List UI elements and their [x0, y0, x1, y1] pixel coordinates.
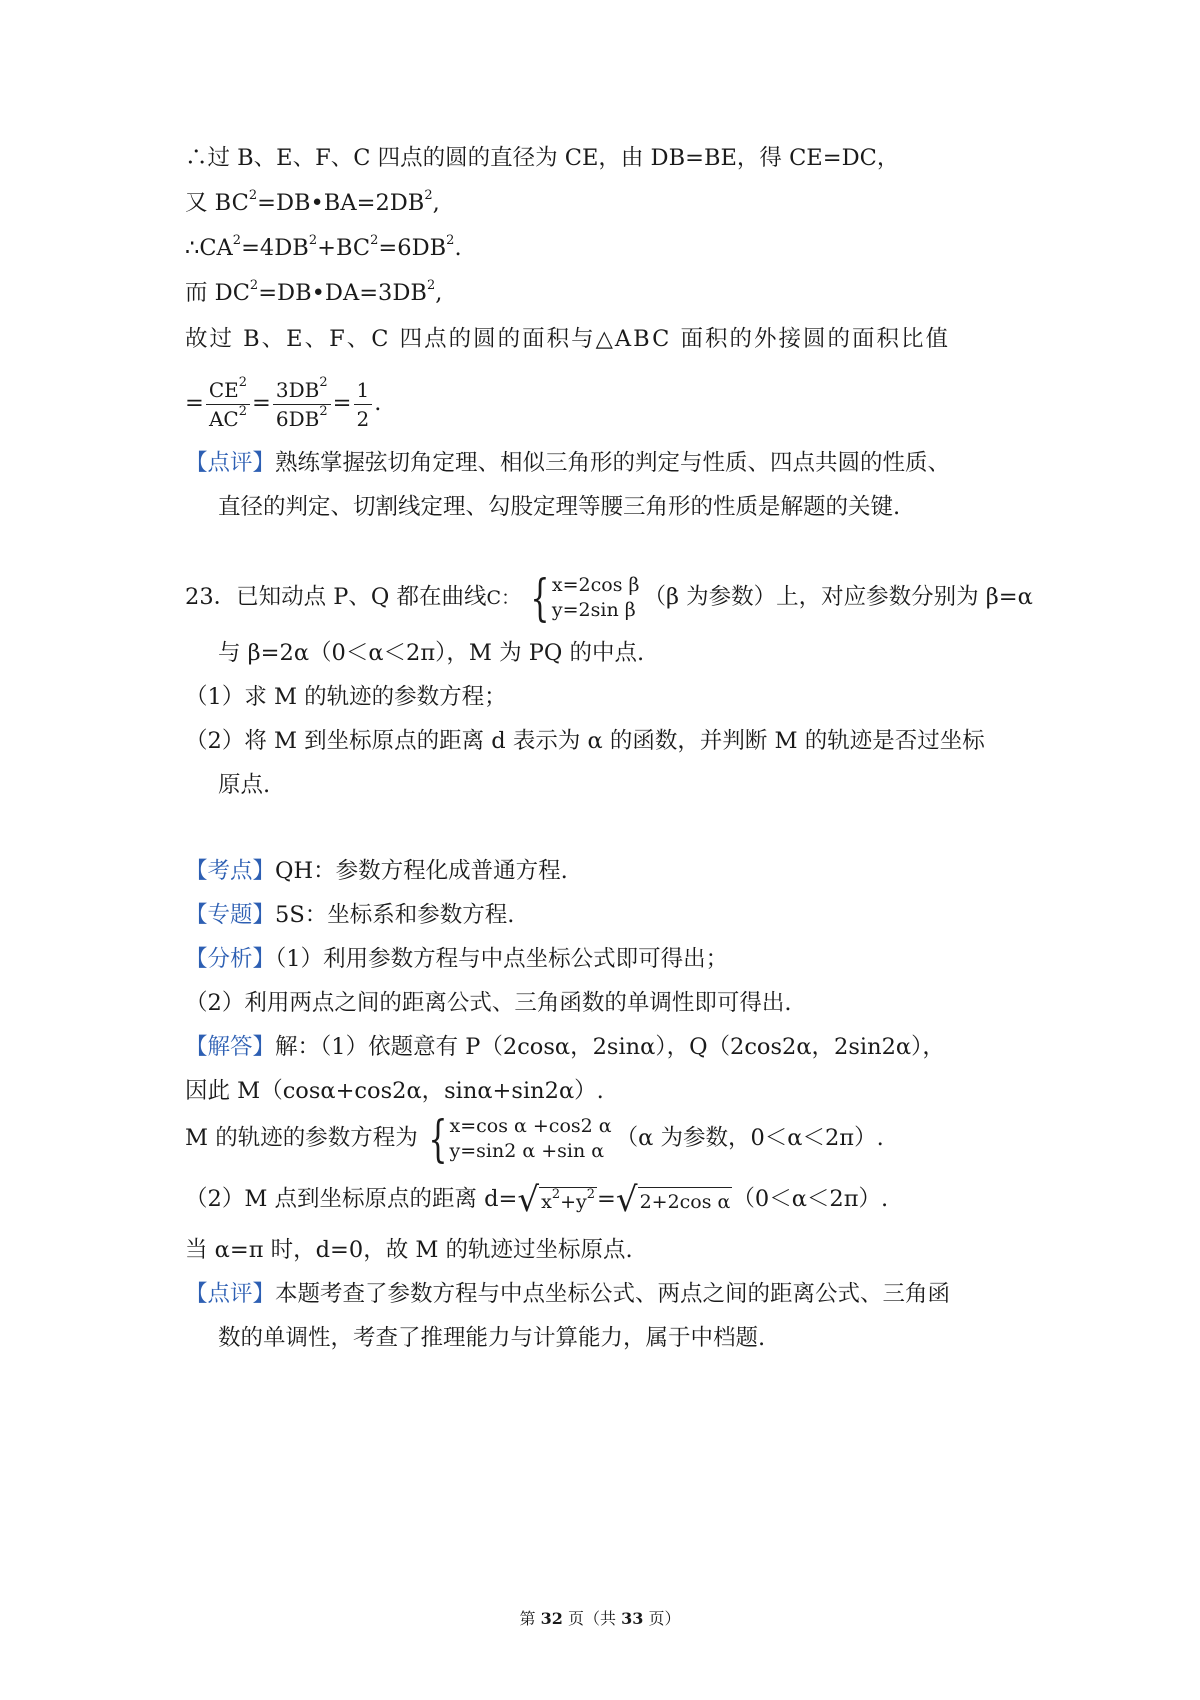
area-ratio-formula: = $\frac{CE^2}{AC^2}$ = $\frac{3DB^2}{6DB^2}$ = $\frac{1}{2}$ . [185, 374, 382, 431]
proof-line-4: 而 $DC^2=DB•DA=3DB^2$, [185, 277, 443, 306]
question-23-part-2-cont: 原点. [218, 772, 271, 798]
comment-line-1: 【点评】熟练掌握弦切角定理、相似三角形的判定与性质、四点共圆的性质、 [185, 450, 951, 476]
analysis-line-2: （2）利用两点之间的距离公式、三角函数的单调性即可得出. [185, 990, 792, 1016]
proof-line-5: 故过 B、E、F、C 四点的圆的面积与△ABC 面积的外接圆的面积比值 [185, 326, 950, 352]
review-line-2: 数的单调性，考查了推理能力与计算能力，属于中档题. [218, 1325, 766, 1351]
review-line-1: 【点评】本题考查了参数方程与中点坐标公式、两点之间的距离公式、三角函 [185, 1281, 951, 1307]
fraction-one-half: $\frac{1}{2}$ [354, 377, 373, 432]
proof-line-2: 又 $BC^2=DB•BA=2DB^2$, [185, 187, 440, 216]
question-23-part-1: （1）求 M 的轨迹的参数方程； [185, 684, 507, 710]
comment-line-2: 直径的判定、切割线定理、勾股定理等腰三角形的性质是解题的关键. [218, 494, 901, 520]
distance-radical: √ $x^2+y^2$ [517, 1180, 596, 1220]
midpoint-parametric-system: { x=cos α +cos2 α y=sin2 α +sin α [428, 1110, 612, 1168]
answer-line-4: （2）M 点到坐标原点的距离 d= √ $x^2+y^2$ = √ 2+2cos α （0＜α＜2π）. [185, 1180, 889, 1220]
question-23-intro: 23．已知动点 P、Q 都在曲线C： { x=2cos β y=2sin β （β 为参数）上，对应参数分别为 β=α [185, 569, 1033, 627]
brace-icon: { [530, 569, 550, 627]
answer-line-5: 当 α=π 时，d=0，故 M 的轨迹过坐标原点. [185, 1237, 633, 1263]
page-total: 33 [621, 1609, 644, 1628]
brace-icon: { [428, 1110, 448, 1168]
answer-line-1: 【解答】解：（1）依题意有 P（2cosα，2sinα），Q（2cos2α，2sin2α）， [185, 1034, 945, 1060]
page-footer: 第 32 页（共 33 页） [519, 1609, 681, 1628]
knowledge-point: 【考点】QH：参数方程化成普通方程. [185, 858, 568, 884]
fraction-3db-6db: $\frac{3DB^2}{6DB^2}$ [273, 377, 331, 432]
answer-line-3: M 的轨迹的参数方程为 { x=cos α +cos2 α y=sin2 α +sin α （α 为参数，0＜α＜2π）. [185, 1110, 884, 1168]
proof-line-3: $\therefore CA^2=4DB^2+BC^2=6DB^2$. [185, 232, 462, 261]
curve-parametric-system: { x=2cos β y=2sin β [530, 569, 640, 627]
proof-line-1: ∴过 B、E、F、C 四点的圆的直径为 CE，由 DB=BE，得 CE=DC， [185, 145, 900, 171]
page-number: 32 [540, 1609, 563, 1628]
answer-line-2: 因此 M（cosα+cos2α，sinα+sin2α）. [185, 1078, 604, 1104]
fraction-ce-ac: $\frac{CE^2}{AC^2}$ [206, 377, 250, 432]
simplified-radical: √ 2+2cos α [615, 1180, 731, 1220]
analysis-line-1: 【分析】（1）利用参数方程与中点坐标公式即可得出； [185, 946, 729, 972]
question-23-part-2: （2）将 M 到坐标原点的距离 d 表示为 α 的函数，并判断 M 的轨迹是否过坐标 [185, 728, 985, 754]
question-23-line-2: 与 β=2α（0＜α＜2π），M 为 PQ 的中点. [218, 640, 645, 666]
comment-tag: 【点评】 [185, 450, 276, 476]
topic: 【专题】5S：坐标系和参数方程. [185, 902, 515, 928]
